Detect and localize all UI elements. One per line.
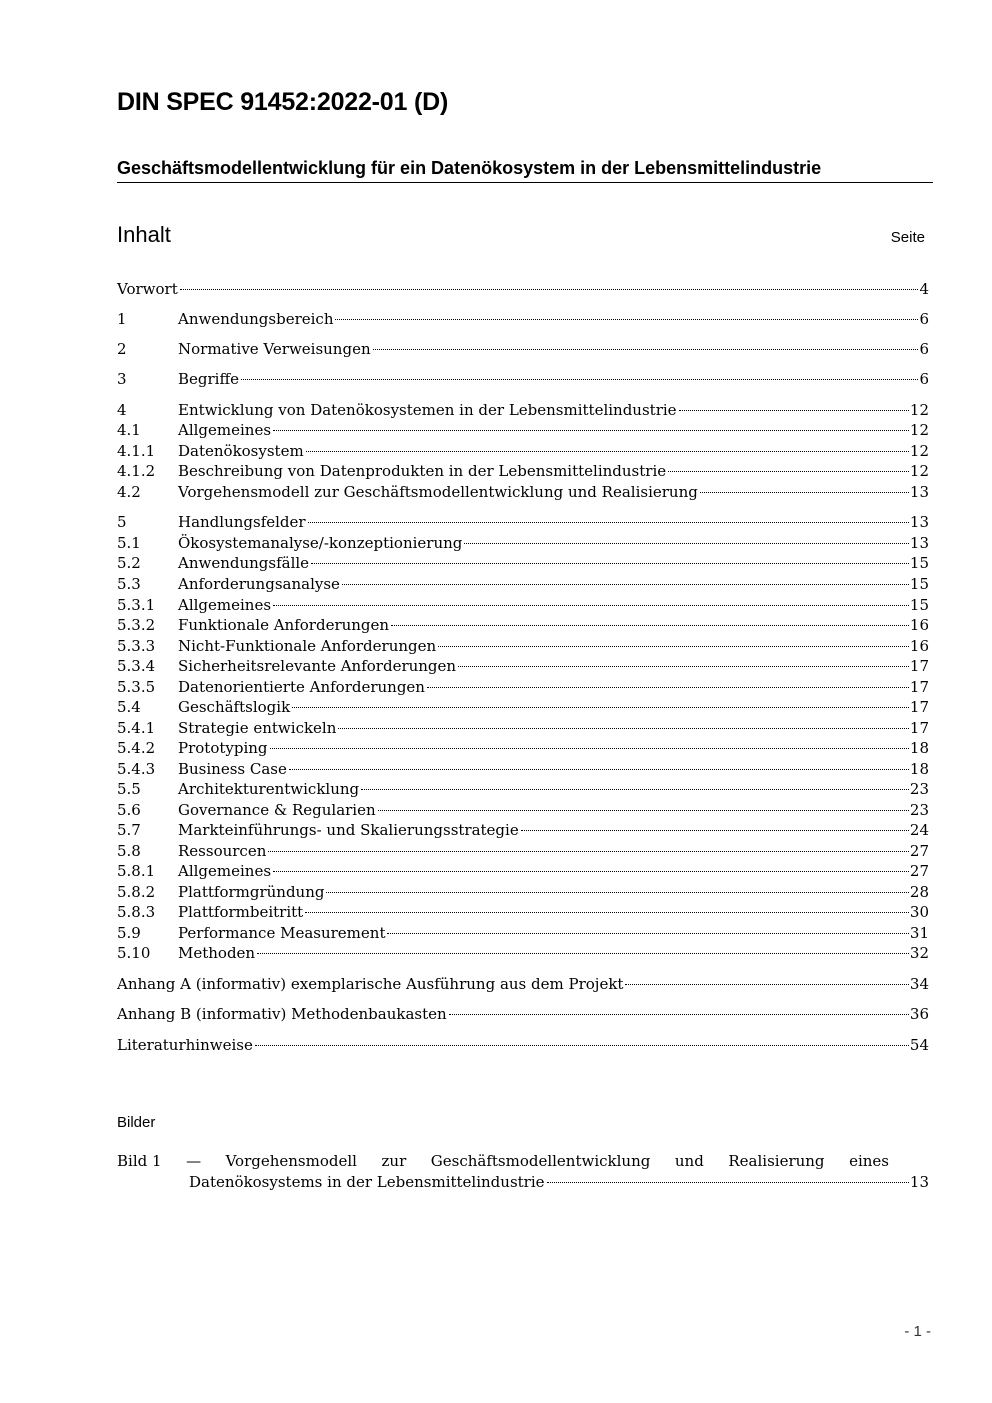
toc-entry-number: 5.4.3 [117, 760, 156, 778]
toc-entry[interactable] [117, 698, 929, 718]
dot-leader [438, 646, 909, 647]
toc-entry[interactable] [117, 975, 929, 995]
toc-entry-page: 30 [909, 903, 929, 921]
toc-entry-page: 4 [919, 280, 929, 298]
dot-leader [180, 289, 919, 290]
toc-entry[interactable] [117, 370, 929, 390]
figure-title-word: und [674, 1152, 704, 1170]
toc-entry-number: 1 [117, 310, 127, 328]
dot-leader [373, 349, 919, 350]
toc-entry-number: 5.2 [117, 554, 141, 572]
toc-entry-number: 5.8.3 [117, 903, 156, 921]
toc-entry-number: 5 [117, 513, 127, 531]
toc-entry-page: 6 [919, 310, 929, 328]
toc-entry-title: Datenökosystem [178, 442, 304, 460]
dot-leader [391, 625, 909, 626]
toc-entry-title: Allgemeines [178, 421, 272, 439]
toc-entry[interactable] [117, 657, 929, 677]
figure-title-word: eines [849, 1152, 889, 1170]
toc-entry-page: 17 [909, 678, 929, 696]
dot-leader [255, 1045, 909, 1046]
dot-leader [241, 379, 918, 380]
toc-entry-number: 5.9 [117, 924, 141, 942]
toc-entry[interactable] [117, 924, 929, 944]
figure-title-word: Realisierung [728, 1152, 825, 1170]
toc-entry-page: 6 [919, 370, 929, 388]
toc-entry-title: Beschreibung von Datenprodukten in der Lebensmittelindustrie [178, 462, 667, 480]
toc-entry-number: 5.10 [117, 944, 151, 962]
toc-entry-page: 54 [909, 1036, 929, 1054]
toc-entry-page: 36 [909, 1005, 929, 1023]
toc-entry-number: 5.3.2 [117, 616, 156, 634]
dot-leader [458, 666, 909, 667]
dot-leader [449, 1014, 909, 1015]
toc-entry-number: 5.3.4 [117, 657, 156, 675]
toc-entry-page: 12 [909, 421, 929, 439]
toc-entry-title: Plattformgründung [178, 883, 325, 901]
figure-dash: — [186, 1152, 202, 1170]
toc-entry-number: 5.5 [117, 780, 141, 798]
toc-entry[interactable] [117, 678, 929, 698]
toc-entry-number: 5.1 [117, 534, 141, 552]
dot-leader [311, 563, 909, 564]
toc-entry-number: 4.1.2 [117, 462, 156, 480]
dot-leader [305, 912, 909, 913]
dot-leader [427, 687, 909, 688]
dot-leader [273, 430, 909, 431]
toc-entry-number: 4.1.1 [117, 442, 156, 460]
toc-entry-page: 23 [909, 780, 929, 798]
toc-entry[interactable] [117, 310, 929, 330]
toc-entry-title: Ressourcen [178, 842, 267, 860]
dot-leader [268, 851, 909, 852]
figure-label: Bild 1 [117, 1152, 162, 1170]
toc-entry[interactable] [117, 760, 929, 780]
toc-entry-page: 34 [909, 975, 929, 993]
toc-entry-page: 28 [909, 883, 929, 901]
dot-leader [257, 953, 909, 954]
toc-entry-number: 5.4.2 [117, 739, 156, 757]
toc-entry-title: Anhang B (informativ) Methodenbaukasten [117, 1005, 447, 1023]
document-title: DIN SPEC 91452:2022-01 (D) [117, 88, 449, 116]
toc-entry[interactable] [117, 739, 929, 759]
toc-entry-number: 5.7 [117, 821, 141, 839]
toc-entry-number: 4.2 [117, 483, 141, 501]
toc-entry-number: 2 [117, 340, 127, 358]
figure-title-word: Vorgehensmodell [225, 1152, 357, 1170]
toc-entry-title: Anwendungsbereich [178, 310, 334, 328]
toc-entry[interactable] [117, 1005, 929, 1025]
toc-entry[interactable] [117, 637, 929, 657]
toc-entry-number: 5.3.1 [117, 596, 156, 614]
toc-entry-page: 17 [909, 719, 929, 737]
toc-entry-page: 27 [909, 862, 929, 880]
figure-title-continuation: Datenökosystems in der Lebensmittelindustrie [189, 1173, 545, 1191]
figure-entry-line1[interactable] [117, 1152, 889, 1170]
toc-entry-title: Prototyping [178, 739, 268, 757]
toc-entry-title: Methoden [178, 944, 256, 962]
toc-entry[interactable] [117, 442, 929, 462]
toc-entry-title: Vorwort [117, 280, 178, 298]
figure-title-word: zur [381, 1152, 407, 1170]
toc-entry-page: 13 [909, 483, 929, 501]
toc-entry-page: 24 [909, 821, 929, 839]
dot-leader [273, 605, 909, 606]
toc-entry[interactable] [117, 462, 929, 482]
toc-entry-page: 6 [919, 340, 929, 358]
toc-entry-title: Strategie entwickeln [178, 719, 337, 737]
dot-leader [270, 748, 909, 749]
toc-entry[interactable] [117, 801, 929, 821]
toc-entry[interactable] [117, 421, 929, 441]
toc-entry-page: 16 [909, 616, 929, 634]
toc-entry-page: 31 [909, 924, 929, 942]
toc-entry[interactable] [117, 575, 929, 595]
toc-entry[interactable] [117, 401, 929, 421]
figures-heading: Bilder [117, 1114, 156, 1131]
dot-leader [306, 451, 909, 452]
toc-entry-page: 16 [909, 637, 929, 655]
toc-entry[interactable] [117, 883, 929, 903]
toc-entry-title: Nicht-Funktionale Anforderungen [178, 637, 437, 655]
toc-entry-title: Geschäftslogik [178, 698, 291, 716]
toc-entry[interactable] [117, 862, 929, 882]
dot-leader [342, 584, 909, 585]
toc-entry-title: Datenorientierte Anforderungen [178, 678, 425, 696]
toc-entry-title: Entwicklung von Datenökosystemen in der Lebensmittelindustrie [178, 401, 677, 419]
dot-leader [308, 522, 909, 523]
toc-entry-title: Normative Verweisungen [178, 340, 371, 358]
dot-leader [273, 871, 909, 872]
toc-entry-page: 13 [909, 534, 929, 552]
dot-leader [387, 933, 908, 934]
dot-leader [326, 892, 908, 893]
toc-entry-title: Markteinführungs- und Skalierungsstrategie [178, 821, 519, 839]
toc-entry[interactable] [117, 616, 929, 636]
toc-entry[interactable] [117, 780, 929, 800]
toc-entry[interactable] [117, 903, 929, 923]
toc-entry-title: Handlungsfelder [178, 513, 306, 531]
toc-entry-number: 5.3.5 [117, 678, 156, 696]
toc-entry[interactable] [117, 596, 929, 616]
dot-leader [547, 1182, 909, 1183]
toc-entry-page: 15 [909, 554, 929, 572]
toc-entry-title: Architekturentwicklung [178, 780, 360, 798]
toc-entry[interactable] [117, 340, 929, 360]
dot-leader [289, 769, 909, 770]
toc-entry[interactable] [117, 534, 929, 554]
toc-heading: Inhalt [117, 222, 171, 247]
document-subtitle: Geschäftsmodellentwicklung für ein Datenökosystem in der Lebensmittelindustrie [117, 158, 933, 183]
toc-entry-title: Ökosystemanalyse/-konzeptionierung [178, 534, 463, 552]
toc-entry-page: 12 [909, 462, 929, 480]
toc-entry-title: Governance & Regularien [178, 801, 376, 819]
toc-entry[interactable] [117, 719, 929, 739]
toc-entry-number: 5.6 [117, 801, 141, 819]
toc-entry-page: 13 [909, 513, 929, 531]
toc-entry-number: 5.8 [117, 842, 141, 860]
toc-entry-page: 17 [909, 698, 929, 716]
dot-leader [521, 830, 909, 831]
toc-entry-title: Literaturhinweise [117, 1036, 253, 1054]
dot-leader [292, 707, 909, 708]
toc-entry[interactable] [117, 513, 929, 533]
toc-entry-number: 4 [117, 401, 127, 419]
toc-entry-title: Business Case [178, 760, 287, 778]
toc-entry-number: 4.1 [117, 421, 141, 439]
toc-entry-number: 5.8.2 [117, 883, 156, 901]
figure-title-word: Geschäftsmodellentwicklung [430, 1152, 651, 1170]
toc-entry-title: Begriffe [178, 370, 240, 388]
toc-entry-number: 5.4 [117, 698, 141, 716]
dot-leader [700, 492, 909, 493]
toc-entry-page: 18 [909, 739, 929, 757]
toc-entry-number: 5.3.3 [117, 637, 156, 655]
toc-entry-page: 15 [909, 596, 929, 614]
toc-entry-number: 5.8.1 [117, 862, 156, 880]
toc-entry-number: 5.4.1 [117, 719, 156, 737]
toc-entry-page: 15 [909, 575, 929, 593]
toc-entry-title: Sicherheitsrelevante Anforderungen [178, 657, 457, 675]
toc-entry[interactable] [117, 821, 929, 841]
toc-entry[interactable] [117, 483, 929, 503]
dot-leader [378, 810, 909, 811]
toc-entry-page: 12 [909, 442, 929, 460]
toc-entry-page: 32 [909, 944, 929, 962]
toc-entry-title: Performance Measurement [178, 924, 386, 942]
toc-entry-title: Vorgehensmodell zur Geschäftsmodellentwicklung und Realisierung [178, 483, 698, 501]
toc-entry-page: 17 [909, 657, 929, 675]
dot-leader [361, 789, 909, 790]
toc-entry[interactable] [117, 842, 929, 862]
toc-entry-page: 27 [909, 842, 929, 860]
toc-entry-number: 5.3 [117, 575, 141, 593]
dot-leader [625, 984, 908, 985]
toc-entry-title: Allgemeines [178, 862, 272, 880]
toc-page-column-label: Seite [890, 229, 925, 246]
dot-leader [668, 471, 909, 472]
toc-entry-number: 3 [117, 370, 127, 388]
toc-entry-title: Anforderungsanalyse [178, 575, 340, 593]
toc-entry-title: Plattformbeitritt [178, 903, 304, 921]
toc-entry[interactable] [117, 554, 929, 574]
toc-entry[interactable] [117, 1036, 929, 1056]
dot-leader [338, 728, 909, 729]
toc-entry-title: Funktionale Anforderungen [178, 616, 390, 634]
toc-entry-title: Allgemeines [178, 596, 272, 614]
dot-leader [679, 410, 909, 411]
figure-page-number: 13 [909, 1173, 929, 1191]
dot-leader [464, 543, 909, 544]
figure-entry-line2[interactable] [189, 1173, 929, 1193]
toc-entry-page: 12 [909, 401, 929, 419]
toc-entry-title: Anwendungsfälle [178, 554, 310, 572]
dot-leader [335, 319, 918, 320]
page-number: - 1 - [904, 1323, 931, 1340]
toc-entry[interactable] [117, 944, 929, 964]
toc-entry-page: 18 [909, 760, 929, 778]
toc-entry[interactable] [117, 280, 929, 300]
toc-entry-page: 23 [909, 801, 929, 819]
toc-entry-title: Anhang A (informativ) exemplarische Ausführung aus dem Projekt [117, 975, 624, 993]
